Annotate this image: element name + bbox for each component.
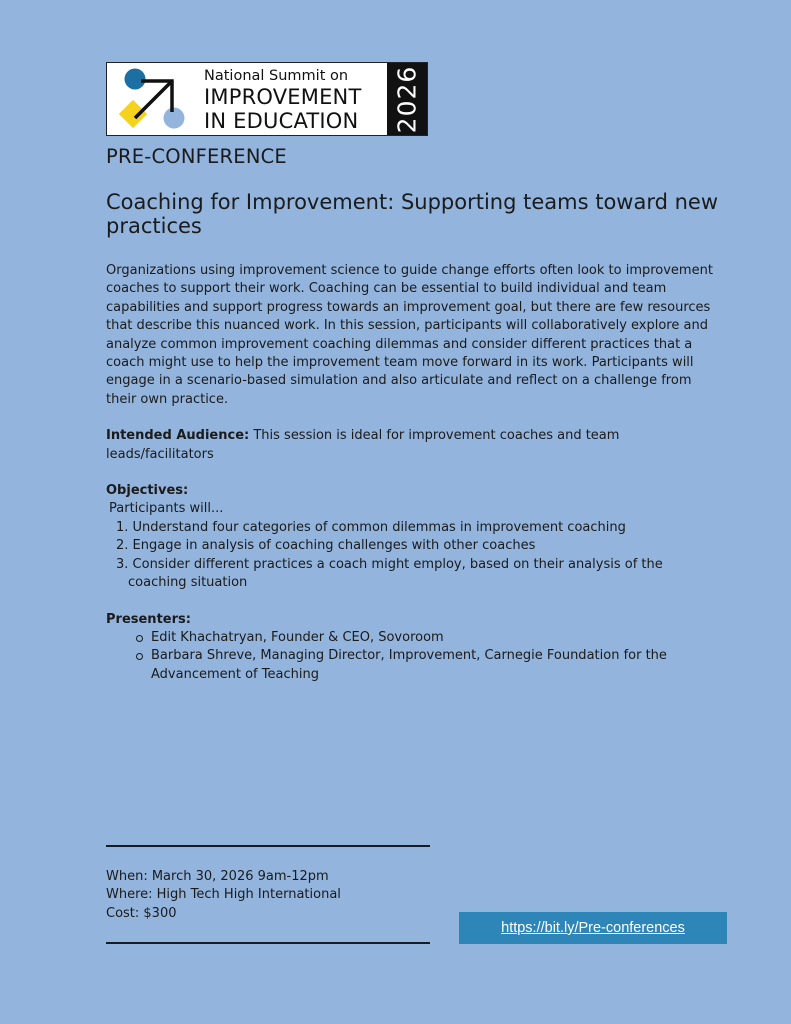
event-details: [106, 868, 341, 923]
divider-top: [106, 845, 430, 847]
pre-conferences-link[interactable]: https://bit.ly/Pre-conferences: [459, 912, 727, 944]
logo-year-band: [387, 63, 427, 135]
logo-text: [204, 67, 394, 133]
presenters-heading: Presenters:: [106, 611, 191, 627]
audience-heading: Intended Audience:: [106, 428, 250, 444]
objectives-heading: Objectives:: [106, 483, 189, 499]
presenters-section: [106, 611, 722, 685]
event-when: When: March 30, 2026 9am-12pm: [106, 869, 329, 884]
session-type-label: PRE-CONFERENCE: [106, 145, 287, 168]
presenter-item: Barbara Shreve, Managing Director, Improvement, Carnegie Foundation for the Advancement of Teaching: [151, 647, 722, 684]
objectives-intro: Participants will...: [109, 501, 224, 517]
presenter-item: Edit Khachatryan, Founder & CEO, Sovoroom: [151, 629, 722, 647]
divider-bottom: [106, 942, 430, 944]
logo-year: 2026: [392, 65, 422, 133]
objectives-section: [106, 482, 722, 592]
summit-logo: [106, 62, 428, 136]
audience-paragraph: [106, 427, 722, 464]
objective-item: 2. Engage in analysis of coaching challenges with other coaches: [116, 538, 536, 554]
presenters-list: [106, 629, 722, 684]
logo-line-3: IN EDUCATION: [204, 109, 359, 133]
objective-item: 1. Understand four categories of common dilemmas in improvement coaching: [116, 519, 626, 535]
objectives-list: [106, 519, 722, 593]
session-description: Organizations using improvement science to guide change efforts often look to improvement coaches to support their work. Coaching can be essential to build individual and team capabilities and support progress towards an improvement goal, but there are few resources that describe this nuanced work. In this session, participants will collaboratively explore and analyze common improvement coaching dilemmas and consider different practices that a coach might use to help the improvement team move forward in its work. Participants will engage in a scenario-based simulation and also articulate and reflect on a challenge from their own practice.: [106, 263, 713, 407]
event-cost: Cost: $300: [106, 905, 177, 921]
event-where: Where: High Tech High International: [106, 887, 341, 903]
session-title: Coaching for Improvement: Supporting teams toward new practices: [106, 190, 719, 238]
objective-item: 3. Consider different practices a coach might employ, based on their analysis of the coaching situation: [116, 556, 663, 591]
summit-logo-mark-icon: [115, 67, 195, 133]
audience-text: This session is ideal for improvement coaches and team leads/facilitators: [106, 428, 620, 462]
logo-line-1: National Summit on: [204, 68, 349, 84]
logo-line-2: IMPROVEMENT: [204, 85, 362, 109]
session-body: [106, 262, 722, 684]
